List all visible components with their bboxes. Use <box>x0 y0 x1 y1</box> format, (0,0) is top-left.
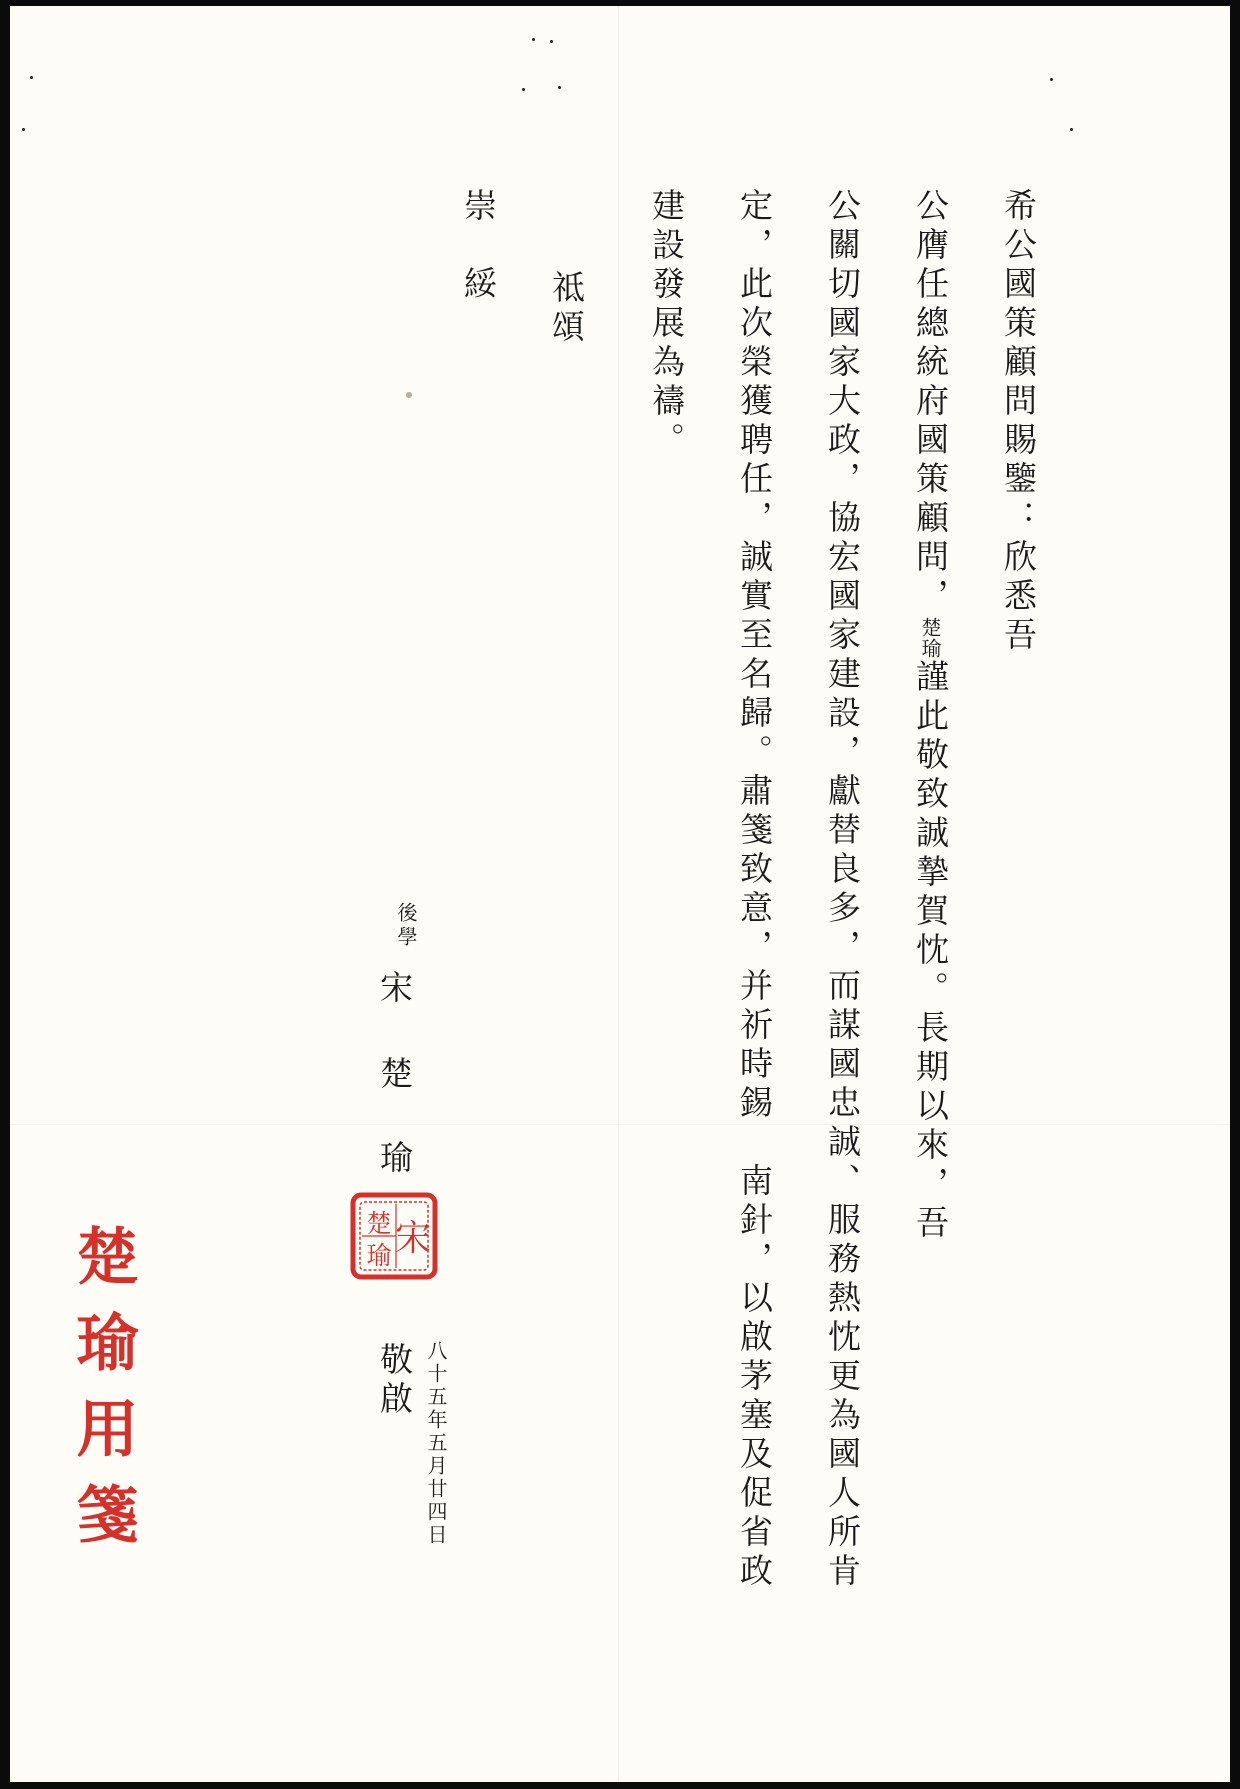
letter-column-5: 建設發展為禱。 <box>647 188 686 461</box>
closing-chong-sui: 崇 綏 <box>459 188 498 305</box>
letter-column-3: 公關切國家大政，協宏國家建設，獻替良多，而謀國忠誠、服務熱忱更為國人所肯 <box>823 188 862 1592</box>
inline-name: 楚瑜 <box>918 617 942 659</box>
letter-date: 八十五年五月廿四日 <box>424 1340 448 1547</box>
closing-zhi-song: 祗頌 <box>547 270 586 348</box>
letter-column-2-text: 公膺任總統府國策顧問， <box>911 188 950 617</box>
svg-text:宋: 宋 <box>394 1218 432 1259</box>
paper-speck <box>30 76 33 79</box>
letter-column-2-cont: 謹此敬致誠摯賀忱。長期以來，吾 <box>911 659 950 1244</box>
paper-speck <box>406 392 412 398</box>
letter-column-4: 定，此次榮獲聘任，誠實至名歸。肅箋致意，并祈時錫 南針，以啟茅塞及促省政 <box>735 188 774 1592</box>
paper-speck <box>22 128 25 131</box>
letter-sheet <box>10 6 1230 1782</box>
signature-given-2: 瑜 <box>375 1140 414 1179</box>
paper-speck <box>532 38 535 41</box>
paper-speck <box>1050 78 1053 81</box>
letter-column-2 <box>911 188 950 1244</box>
signature-title: 後學 <box>394 902 418 950</box>
letterhead-title: 楚瑜用箋 <box>66 1224 139 1568</box>
svg-text:瑜: 瑜 <box>366 1241 392 1270</box>
paper-speck <box>550 40 553 43</box>
paper-speck <box>1070 128 1073 131</box>
signature-surname: 宋 <box>375 970 414 1009</box>
svg-text:楚: 楚 <box>366 1209 392 1238</box>
paper-speck <box>558 86 561 89</box>
signature-respect: 敬啟 <box>375 1342 414 1420</box>
letter-column-1: 希公國策顧問賜鑒：欣悉吾 <box>999 188 1038 656</box>
fold-line-vertical <box>618 6 619 1782</box>
name-seal <box>350 1192 438 1280</box>
paper-speck <box>522 88 525 91</box>
signature-given-1: 楚 <box>375 1056 414 1095</box>
fold-line-horizontal <box>10 1124 1230 1125</box>
